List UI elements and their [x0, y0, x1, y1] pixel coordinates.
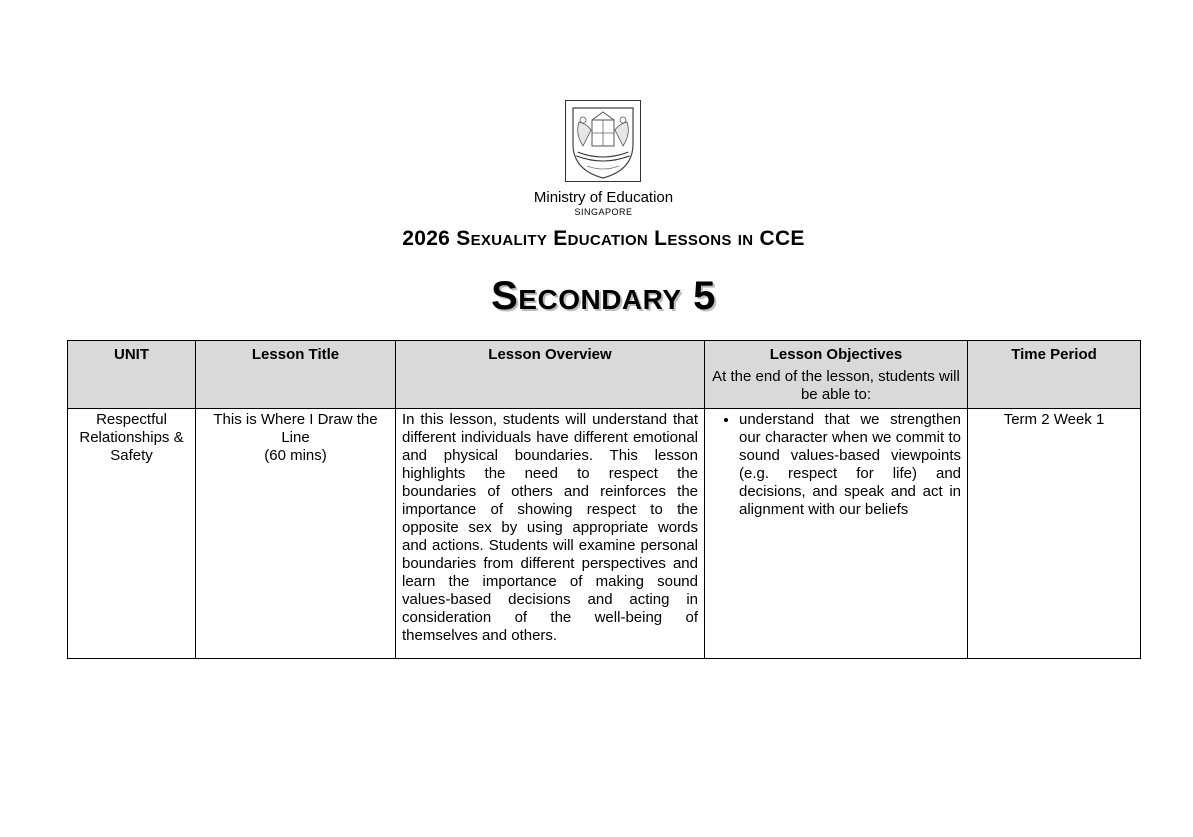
document-title: 2026 Sexuality Education Lessons in CCE [402, 227, 805, 250]
ministry-name: Ministry of Education [533, 189, 674, 206]
header-lesson-objectives [705, 341, 968, 409]
header-lesson-title: Lesson Title [196, 341, 396, 409]
header-lesson-objectives-sub: At the end of the lesson, students will be able to: [712, 368, 960, 403]
cell-lesson-title [196, 409, 396, 659]
lessons-table [67, 340, 1141, 659]
moe-crest-icon [565, 100, 641, 182]
table-header-row [68, 341, 1141, 409]
objective-item: • understand that we strengthen our character when we commit to sound values-based viewpoints (e.g. respect for life) and decisions, and speak and act in alignment with our beliefs [739, 411, 961, 519]
objectives-list [711, 411, 961, 519]
lesson-duration: (60 mins) [264, 447, 327, 464]
header-unit: UNIT [68, 341, 196, 409]
ministry-country: SINGAPORE [574, 207, 633, 217]
header-lesson-overview: Lesson Overview [396, 341, 705, 409]
cell-lesson-overview: In this lesson, students will understand that different individuals have different emotional and physical boundaries. This lesson highlights the need to respect the boundaries of others and reinforces the importance of showing respect to the opposite sex by using appropriate words and actions. Students will examine personal boundaries from different perspectives and learn the importance of making sound values-based decisions and acting in consideration of the well-being of themselves and others. [396, 409, 705, 659]
cell-unit: Respectful Relationships & Safety [68, 409, 196, 659]
lesson-title-text: This is Where I Draw the Line [213, 411, 378, 446]
cell-time-period: Term 2 Week 1 [968, 409, 1141, 659]
header-lesson-objectives-label: Lesson Objectives [769, 346, 903, 363]
table-row [68, 409, 1141, 659]
cell-lesson-objectives [705, 409, 968, 659]
header-time-period: Time Period [968, 341, 1141, 409]
level-title: Secondary 5 [491, 274, 716, 318]
